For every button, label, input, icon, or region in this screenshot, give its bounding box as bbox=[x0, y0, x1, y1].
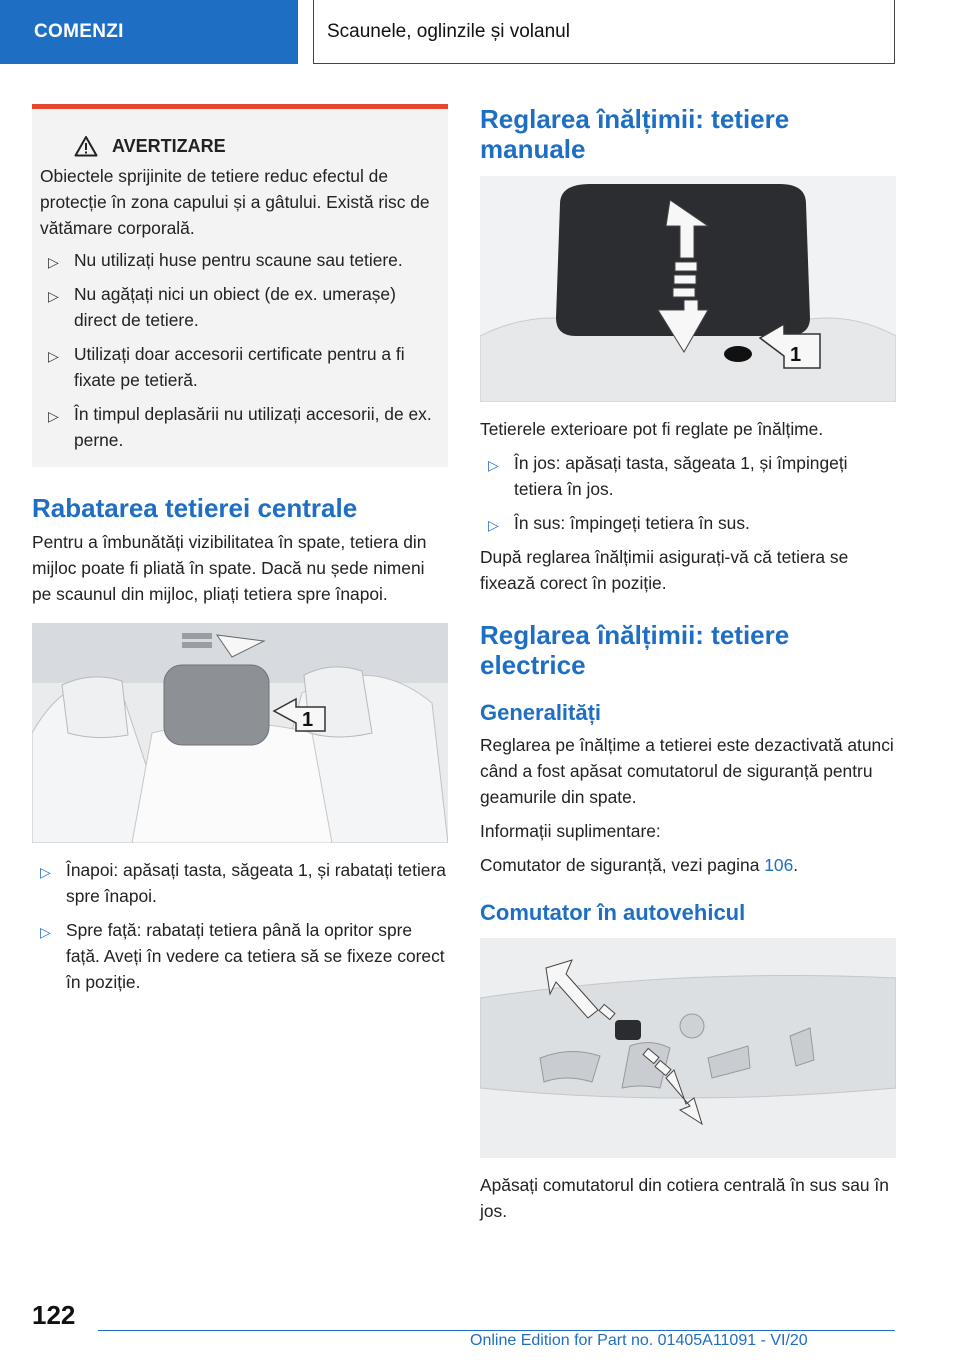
list-item-text: Utilizați doar accesorii certificate pentru a fi fixate pe tetieră. bbox=[74, 344, 405, 390]
subsection-heading: Comutator în autovehicul bbox=[480, 900, 746, 925]
paragraph: Informații suplimentare: bbox=[480, 821, 661, 841]
paragraph: Reglarea pe înălțime a tetierei este dezactivată atunci când a fost apăsat comutatorul de siguranță pentru geamurile din spate. bbox=[480, 735, 894, 807]
chapter-header bbox=[313, 0, 895, 64]
footer-text: Online Edition for Part no. 01405A11091 - VI/20 bbox=[470, 1332, 808, 1349]
paragraph: Tetierele exterioare pot fi reglate pe înălțime. bbox=[480, 419, 824, 439]
armrest-switch-illustration bbox=[480, 938, 896, 1158]
bullet-triangle-icon: ▷ bbox=[48, 254, 59, 270]
section-heading: Reglarea înălțimii: tetiere electrice bbox=[480, 620, 790, 680]
paragraph: După reglarea înălțimii asigurați-vă că tetiera se fixează corect în poziție. bbox=[480, 547, 849, 593]
bullet-triangle-icon: ▷ bbox=[40, 864, 51, 880]
list-item bbox=[40, 247, 440, 273]
warning-box bbox=[32, 104, 448, 467]
list-item bbox=[480, 450, 896, 502]
list-item bbox=[40, 341, 440, 393]
bullet-triangle-icon: ▷ bbox=[40, 924, 51, 940]
list-item-text: Spre față: rabatați tetiera până la opritor spre față. Aveți în vedere ca tetiera să se fixeze corect în poziție. bbox=[66, 920, 445, 992]
list-item bbox=[40, 281, 440, 333]
chapter-title: Scaunele, oglinzile și volanul bbox=[327, 20, 570, 42]
manual-headrest-figure bbox=[480, 176, 896, 402]
rear-seat-illustration bbox=[32, 623, 448, 843]
list-item-text: În timpul deplasării nu utilizați accesorii, de ex. perne. bbox=[74, 404, 432, 450]
list-item-text: Înapoi: apăsați tasta, săgeata 1, și rabatați tetiera spre înapoi. bbox=[66, 860, 446, 906]
paragraph: Pentru a îmbunătăți vizibilitatea în spate, tetiera din mijloc poate fi pliată în spate. Dacă nu șede nimeni pe scaunul din mijloc, pliați tetiera spre înapoi. bbox=[32, 532, 427, 604]
manual-steps-list bbox=[480, 450, 896, 536]
warning-list bbox=[40, 247, 440, 453]
bullet-triangle-icon: ▷ bbox=[48, 408, 59, 424]
reference-text: Comutator de siguranță, vezi pagina bbox=[480, 855, 760, 875]
warning-text: Obiectele sprijinite de tetiere reduc efectul de protecție în zona capului și a gâtului. Există risc de vătămare corporală. bbox=[40, 166, 430, 238]
page-link[interactable]: 106 bbox=[764, 855, 794, 875]
bullet-triangle-icon: ▷ bbox=[48, 288, 59, 304]
list-item-text: În sus: împingeți tetiera în sus. bbox=[514, 513, 750, 533]
footer-divider bbox=[98, 1330, 895, 1331]
bullet-triangle-icon: ▷ bbox=[488, 517, 499, 533]
cross-reference: Comutator de siguranță, vezi pagina 106. bbox=[480, 855, 799, 875]
section-title: COMENZI bbox=[34, 21, 124, 42]
bullet-triangle-icon: ▷ bbox=[48, 348, 59, 364]
paragraph: Apăsați comutatorul din cotiera centrală în sus sau în jos. bbox=[480, 1175, 889, 1221]
switch-figure bbox=[480, 938, 896, 1158]
rear-seat-headrest-figure bbox=[32, 623, 448, 843]
fold-steps-list bbox=[32, 857, 448, 995]
section-heading: Reglarea înălțimii: tetiere manuale bbox=[480, 104, 790, 164]
section-tab bbox=[0, 0, 298, 64]
manual-headrest-illustration bbox=[480, 176, 896, 402]
list-item bbox=[32, 857, 448, 909]
list-item-text: Nu utilizați huse pentru scaune sau tetiere. bbox=[74, 250, 403, 270]
list-item-text: În jos: apăsați tasta, săgeata 1, și împingeți tetiera în jos. bbox=[514, 453, 848, 499]
warning-icon bbox=[74, 135, 98, 157]
warning-heading bbox=[40, 135, 440, 157]
warning-title: AVERTIZARE bbox=[112, 135, 226, 156]
list-item-text: Nu agățați nici un obiect (de ex. umerașe) direct de tetiere. bbox=[74, 284, 396, 330]
figure-callout: 1 bbox=[302, 709, 314, 731]
list-item bbox=[32, 917, 448, 995]
section-heading: Rabatarea tetierei centrale bbox=[32, 493, 358, 523]
right-column bbox=[480, 104, 896, 1232]
left-column bbox=[32, 104, 448, 1003]
figure-callout: 1 bbox=[790, 344, 802, 366]
subsection-heading: Generalități bbox=[480, 700, 602, 725]
list-item bbox=[40, 401, 440, 453]
bullet-triangle-icon: ▷ bbox=[488, 457, 499, 473]
list-item bbox=[480, 510, 896, 536]
page-number: 122 bbox=[32, 1300, 76, 1330]
